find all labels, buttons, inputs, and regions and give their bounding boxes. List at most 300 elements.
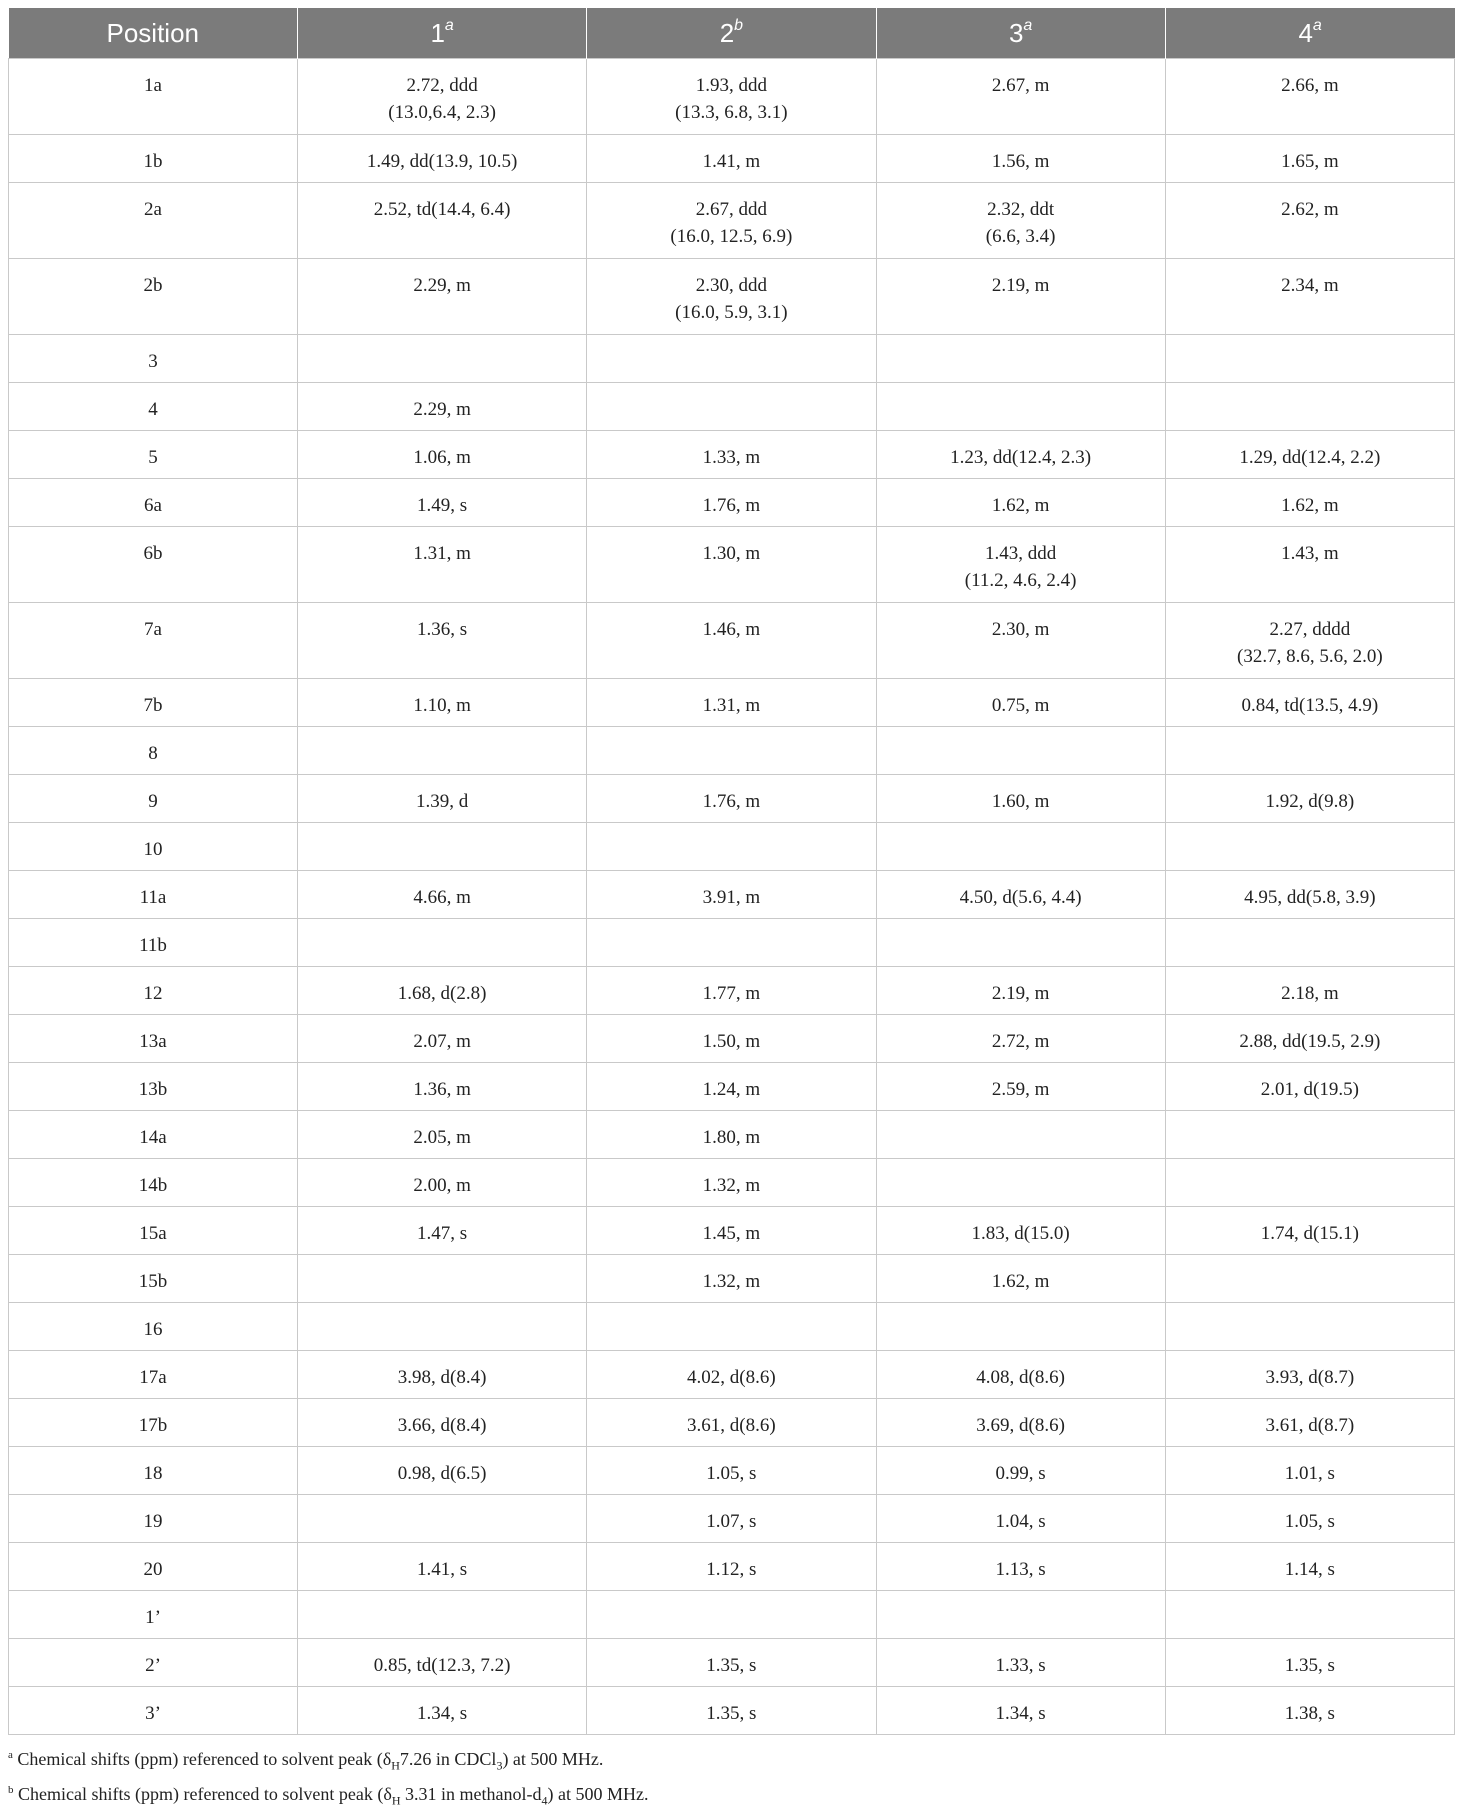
shift-cell	[298, 1159, 587, 1207]
shift-value: 1.30, m	[702, 543, 761, 564]
shift-cell	[876, 527, 1165, 603]
shift-cell	[876, 1111, 1165, 1159]
shift-value: 1.39, d	[416, 791, 469, 812]
position-cell: 9	[9, 775, 298, 823]
column-header-footnote-mark: a	[444, 16, 454, 34]
footnote-a	[8, 1743, 1454, 1778]
table-row	[9, 967, 1455, 1015]
shift-cell	[1165, 603, 1454, 679]
shift-cell	[876, 727, 1165, 775]
table-row	[9, 1015, 1455, 1063]
shift-cell	[1165, 1495, 1454, 1543]
footnote-text: Chemical shifts (ppm) referenced to solvent peak (δ	[18, 1783, 392, 1804]
shift-cell	[298, 1447, 587, 1495]
shift-cell	[876, 479, 1165, 527]
shift-cell	[298, 1351, 587, 1399]
shift-cell	[876, 775, 1165, 823]
column-header-footnote-mark: a	[1312, 16, 1322, 34]
column-header-compound-2	[587, 8, 876, 59]
shift-value: 1.06, m	[413, 447, 471, 468]
shift-value: 2.67, ddd	[695, 199, 767, 220]
footnote-subscript: H	[391, 1758, 400, 1773]
shift-value: (13.3, 6.8, 3.1)	[675, 102, 788, 123]
shift-value: 4.95, dd(5.8, 3.9)	[1244, 887, 1376, 908]
position-cell: 15b	[9, 1255, 298, 1303]
shift-value: 0.84, td(13.5, 4.9)	[1241, 695, 1379, 716]
shift-value: 1.45, m	[702, 1223, 761, 1244]
shift-cell	[298, 59, 587, 135]
shift-cell	[587, 1687, 876, 1735]
table-row	[9, 679, 1455, 727]
shift-cell	[876, 383, 1165, 431]
shift-value: 1.41, s	[417, 1559, 468, 1580]
shift-cell	[298, 479, 587, 527]
shift-value: 2.32, ddt	[987, 199, 1055, 220]
shift-cell	[1165, 335, 1454, 383]
table-row	[9, 1207, 1455, 1255]
shift-cell	[876, 1063, 1165, 1111]
shift-cell	[298, 431, 587, 479]
shift-cell	[1165, 1063, 1454, 1111]
shift-cell	[1165, 135, 1454, 183]
shift-cell	[587, 335, 876, 383]
shift-cell	[587, 259, 876, 335]
shift-cell	[587, 967, 876, 1015]
shift-cell	[876, 1591, 1165, 1639]
shift-cell	[876, 1639, 1165, 1687]
shift-cell	[876, 823, 1165, 871]
shift-value: 2.30, m	[991, 619, 1050, 640]
shift-cell	[298, 603, 587, 679]
shift-cell	[587, 1255, 876, 1303]
column-header-label: 1	[430, 17, 445, 48]
footnote-subscript: 3	[496, 1758, 503, 1773]
shift-value: 1.77, m	[702, 983, 761, 1004]
shift-value: 0.75, m	[991, 695, 1050, 716]
table-row	[9, 871, 1455, 919]
column-header-footnote-mark: b	[734, 16, 744, 34]
position-cell: 1b	[9, 135, 298, 183]
table-row	[9, 59, 1455, 135]
shift-value: 1.68, d(2.8)	[397, 983, 487, 1004]
table-row	[9, 383, 1455, 431]
shift-cell	[1165, 1111, 1454, 1159]
shift-cell	[298, 1207, 587, 1255]
shift-value: 1.46, m	[702, 619, 761, 640]
shift-cell	[1165, 1591, 1454, 1639]
shift-value: 2.18, m	[1281, 983, 1339, 1004]
shift-value: 1.14, s	[1284, 1559, 1335, 1580]
shift-value: 3.98, d(8.4)	[397, 1367, 487, 1388]
shift-cell	[876, 679, 1165, 727]
shift-value: 1.76, m	[702, 791, 761, 812]
shift-value: 1.76, m	[702, 495, 761, 516]
shift-value: 1.83, d(15.0)	[971, 1223, 1070, 1244]
position-cell: 1a	[9, 59, 298, 135]
table-row	[9, 479, 1455, 527]
table-row	[9, 603, 1455, 679]
shift-value: 1.12, s	[706, 1559, 757, 1580]
shift-cell	[1165, 479, 1454, 527]
shift-cell	[876, 1351, 1165, 1399]
shift-value: 1.56, m	[991, 151, 1050, 172]
shift-cell	[1165, 431, 1454, 479]
shift-value: (6.6, 3.4)	[985, 226, 1056, 247]
shift-value: 2.72, ddd	[406, 75, 478, 96]
shift-value: 1.49, dd(13.9, 10.5)	[366, 151, 518, 172]
shift-cell	[298, 775, 587, 823]
shift-cell	[876, 919, 1165, 967]
shift-cell	[298, 1639, 587, 1687]
shift-value: 1.29, dd(12.4, 2.2)	[1239, 447, 1381, 468]
table-row	[9, 1687, 1455, 1735]
shift-cell	[1165, 259, 1454, 335]
table-row	[9, 1111, 1455, 1159]
shift-value: 2.00, m	[413, 1175, 471, 1196]
shift-cell	[298, 823, 587, 871]
shift-cell	[1165, 1207, 1454, 1255]
position-cell: 3	[9, 335, 298, 383]
shift-cell	[587, 1639, 876, 1687]
shift-value: 4.66, m	[413, 887, 471, 908]
footnote-subscript: H	[391, 1793, 401, 1808]
position-cell: 13b	[9, 1063, 298, 1111]
table-row	[9, 1495, 1455, 1543]
shift-cell	[876, 603, 1165, 679]
position-cell: 3’	[9, 1687, 298, 1735]
position-cell: 17b	[9, 1399, 298, 1447]
position-cell: 10	[9, 823, 298, 871]
shift-cell	[587, 183, 876, 259]
shift-value: 1.92, d(9.8)	[1265, 791, 1355, 812]
table-row	[9, 1351, 1455, 1399]
table-row	[9, 183, 1455, 259]
shift-value: 2.05, m	[413, 1127, 471, 1148]
shift-cell	[876, 1687, 1165, 1735]
shift-value: 1.43, m	[1281, 543, 1339, 564]
position-cell: 1’	[9, 1591, 298, 1639]
position-cell: 7b	[9, 679, 298, 727]
footnote-subscript: 4	[541, 1793, 548, 1808]
shift-cell	[1165, 1303, 1454, 1351]
shift-cell	[1165, 823, 1454, 871]
shift-cell	[876, 871, 1165, 919]
shift-value: 2.29, m	[413, 399, 471, 420]
shift-value: 1.32, m	[702, 1271, 761, 1292]
shift-value: 1.74, d(15.1)	[1260, 1223, 1359, 1244]
shift-value: 0.85, td(12.3, 7.2)	[373, 1655, 511, 1676]
footnote-mark: a	[8, 1749, 13, 1761]
table-row	[9, 1063, 1455, 1111]
shift-value: 1.80, m	[702, 1127, 761, 1148]
shift-cell	[876, 1303, 1165, 1351]
table-row	[9, 919, 1455, 967]
shift-cell	[1165, 1543, 1454, 1591]
shift-value: 1.36, s	[417, 619, 468, 640]
shift-value: 1.36, m	[413, 1079, 471, 1100]
shift-value: 2.52, td(14.4, 6.4)	[373, 199, 511, 220]
shift-cell	[587, 527, 876, 603]
shift-cell	[1165, 1159, 1454, 1207]
shift-value: 1.33, s	[995, 1655, 1046, 1676]
table-row	[9, 1447, 1455, 1495]
footnote-text: Chemical shifts (ppm) referenced to solvent peak (δ	[17, 1749, 392, 1769]
shift-value: 2.27, dddd	[1269, 619, 1351, 640]
position-cell: 6b	[9, 527, 298, 603]
shift-value: 0.98, d(6.5)	[397, 1463, 487, 1484]
shift-cell	[298, 1687, 587, 1735]
shift-cell	[298, 1015, 587, 1063]
shift-value: 3.66, d(8.4)	[397, 1415, 487, 1436]
shift-value: 2.01, d(19.5)	[1260, 1079, 1359, 1100]
position-cell: 15a	[9, 1207, 298, 1255]
shift-value: 0.99, s	[995, 1463, 1046, 1484]
shift-cell	[876, 1207, 1165, 1255]
column-header-position	[9, 8, 298, 59]
column-header-compound-4	[1165, 8, 1454, 59]
shift-cell	[587, 1447, 876, 1495]
shift-cell	[298, 1495, 587, 1543]
shift-value: 1.05, s	[1284, 1511, 1335, 1532]
shift-cell	[587, 135, 876, 183]
shift-cell	[876, 335, 1165, 383]
shift-cell	[1165, 871, 1454, 919]
shift-cell	[298, 1063, 587, 1111]
position-cell: 6a	[9, 479, 298, 527]
shift-cell	[298, 527, 587, 603]
position-cell: 11a	[9, 871, 298, 919]
position-cell: 2b	[9, 259, 298, 335]
shift-value: 2.72, m	[991, 1031, 1050, 1052]
shift-value: 1.62, m	[991, 495, 1050, 516]
shift-cell	[1165, 1687, 1454, 1735]
shift-value: 4.50, d(5.6, 4.4)	[959, 887, 1082, 908]
shift-cell	[1165, 1351, 1454, 1399]
shift-value: 2.34, m	[1281, 275, 1339, 296]
shift-cell	[876, 1255, 1165, 1303]
shift-value: (32.7, 8.6, 5.6, 2.0)	[1237, 646, 1383, 667]
shift-value: 1.49, s	[417, 495, 468, 516]
shift-cell	[587, 871, 876, 919]
shift-cell	[876, 431, 1165, 479]
shift-value: 2.19, m	[991, 275, 1050, 296]
shift-value: 2.62, m	[1281, 199, 1339, 220]
shift-cell	[876, 1495, 1165, 1543]
table-footnotes	[8, 1743, 1454, 1812]
table-row	[9, 1639, 1455, 1687]
position-cell: 19	[9, 1495, 298, 1543]
shift-value: 1.24, m	[702, 1079, 761, 1100]
shift-value: (11.2, 4.6, 2.4)	[964, 570, 1077, 591]
shift-value: 3.61, d(8.7)	[1265, 1415, 1355, 1436]
position-cell: 2a	[9, 183, 298, 259]
table-row	[9, 1399, 1455, 1447]
shift-value: (16.0, 12.5, 6.9)	[670, 226, 793, 247]
shift-cell	[876, 259, 1165, 335]
footnote-text: 3.31 in methanol-d	[400, 1783, 542, 1804]
shift-cell	[587, 431, 876, 479]
shift-value: 1.23, dd(12.4, 2.3)	[950, 447, 1092, 468]
shift-value: (13.0,6.4, 2.3)	[388, 102, 496, 123]
shift-value: 1.35, s	[706, 1703, 757, 1724]
shift-value: 2.29, m	[413, 275, 471, 296]
shift-cell	[876, 1399, 1165, 1447]
shift-value: 1.13, s	[995, 1559, 1046, 1580]
shift-cell	[587, 727, 876, 775]
table-row	[9, 727, 1455, 775]
table-body	[9, 59, 1455, 1735]
position-cell: 16	[9, 1303, 298, 1351]
position-cell: 11b	[9, 919, 298, 967]
shift-value: 2.59, m	[991, 1079, 1050, 1100]
shift-cell	[587, 1591, 876, 1639]
column-header-label: 2	[719, 17, 735, 48]
shift-value: 1.43, ddd	[985, 543, 1057, 564]
shift-value: 1.01, s	[1284, 1463, 1335, 1484]
shift-cell	[587, 1063, 876, 1111]
shift-cell	[1165, 527, 1454, 603]
shift-cell	[587, 1015, 876, 1063]
shift-value: 1.60, m	[991, 791, 1050, 812]
shift-cell	[298, 871, 587, 919]
shift-value: 1.50, m	[702, 1031, 761, 1052]
position-cell: 13a	[9, 1015, 298, 1063]
shift-cell	[298, 1543, 587, 1591]
shift-cell	[1165, 1255, 1454, 1303]
shift-cell	[1165, 967, 1454, 1015]
header-row	[9, 8, 1455, 59]
shift-value: 1.35, s	[706, 1655, 757, 1676]
shift-value: 1.65, m	[1281, 151, 1339, 172]
shift-cell	[587, 1303, 876, 1351]
shift-value: 1.31, m	[702, 695, 761, 716]
shift-value: 2.19, m	[991, 983, 1050, 1004]
shift-cell	[298, 1591, 587, 1639]
shift-cell	[876, 1015, 1165, 1063]
table-row	[9, 259, 1455, 335]
shift-value: 1.34, s	[417, 1703, 468, 1724]
shift-value: 2.07, m	[413, 1031, 471, 1052]
table-row	[9, 527, 1455, 603]
shift-cell	[587, 1399, 876, 1447]
shift-cell	[587, 679, 876, 727]
shift-value: 3.91, m	[702, 887, 761, 908]
shift-cell	[298, 679, 587, 727]
shift-value: 1.31, m	[413, 543, 471, 564]
shift-value: 2.67, m	[991, 75, 1050, 96]
table-row	[9, 775, 1455, 823]
shift-cell	[876, 1543, 1165, 1591]
shift-cell	[1165, 919, 1454, 967]
table-header	[9, 8, 1455, 59]
column-header-label: Position	[106, 17, 199, 48]
position-cell: 8	[9, 727, 298, 775]
shift-cell	[587, 1495, 876, 1543]
position-cell: 20	[9, 1543, 298, 1591]
shift-value: 1.04, s	[995, 1511, 1046, 1532]
column-header-label: 3	[1008, 17, 1024, 48]
shift-value: 2.66, m	[1281, 75, 1339, 96]
shift-value: 1.05, s	[706, 1463, 757, 1484]
shift-value: 4.02, d(8.6)	[687, 1367, 776, 1388]
footnote-b	[8, 1778, 1454, 1812]
shift-cell	[876, 1159, 1165, 1207]
shift-cell	[876, 967, 1165, 1015]
table-row	[9, 335, 1455, 383]
shift-cell	[298, 135, 587, 183]
shift-cell	[298, 383, 587, 431]
shift-cell	[587, 919, 876, 967]
table-row	[9, 1543, 1455, 1591]
table-row	[9, 1591, 1455, 1639]
shift-cell	[1165, 1399, 1454, 1447]
column-header-compound-3	[876, 8, 1165, 59]
shift-cell	[298, 259, 587, 335]
position-cell: 2’	[9, 1639, 298, 1687]
shift-cell	[587, 1207, 876, 1255]
shift-cell	[1165, 775, 1454, 823]
shift-cell	[298, 967, 587, 1015]
shift-cell	[1165, 383, 1454, 431]
nmr-table-container	[8, 8, 1454, 1812]
shift-cell	[298, 919, 587, 967]
shift-value: 1.62, m	[991, 1271, 1050, 1292]
shift-cell	[1165, 183, 1454, 259]
shift-cell	[587, 1111, 876, 1159]
table-row	[9, 1303, 1455, 1351]
table-row	[9, 135, 1455, 183]
position-cell: 5	[9, 431, 298, 479]
shift-cell	[587, 383, 876, 431]
column-header-compound-1	[298, 8, 587, 59]
shift-value: 1.32, m	[702, 1175, 761, 1196]
shift-cell	[298, 335, 587, 383]
shift-cell	[587, 823, 876, 871]
shift-value: 4.08, d(8.6)	[976, 1367, 1065, 1388]
shift-cell	[587, 1159, 876, 1207]
shift-cell	[587, 1543, 876, 1591]
shift-cell	[876, 1447, 1165, 1495]
shift-cell	[298, 183, 587, 259]
column-header-label: 4	[1298, 17, 1313, 48]
footnote-text: ) at 500 MHz.	[502, 1749, 604, 1769]
position-cell: 14a	[9, 1111, 298, 1159]
shift-value: 1.10, m	[413, 695, 471, 716]
footnote-mark: b	[8, 1783, 14, 1796]
shift-value: 1.07, s	[706, 1511, 757, 1532]
shift-cell	[876, 59, 1165, 135]
position-cell: 18	[9, 1447, 298, 1495]
shift-value: 1.35, s	[1284, 1655, 1335, 1676]
shift-value: 1.93, ddd	[695, 75, 767, 96]
shift-cell	[587, 775, 876, 823]
table-row	[9, 1159, 1455, 1207]
shift-cell	[1165, 679, 1454, 727]
shift-cell	[1165, 1015, 1454, 1063]
table-row	[9, 1255, 1455, 1303]
table-row	[9, 431, 1455, 479]
shift-cell	[298, 1111, 587, 1159]
shift-value: 1.33, m	[702, 447, 761, 468]
shift-cell	[298, 1303, 587, 1351]
position-cell: 4	[9, 383, 298, 431]
shift-cell	[876, 135, 1165, 183]
shift-cell	[1165, 1639, 1454, 1687]
shift-value: 1.47, s	[417, 1223, 468, 1244]
shift-cell	[587, 479, 876, 527]
shift-value: 3.61, d(8.6)	[687, 1415, 776, 1436]
column-header-footnote-mark: a	[1023, 16, 1033, 34]
